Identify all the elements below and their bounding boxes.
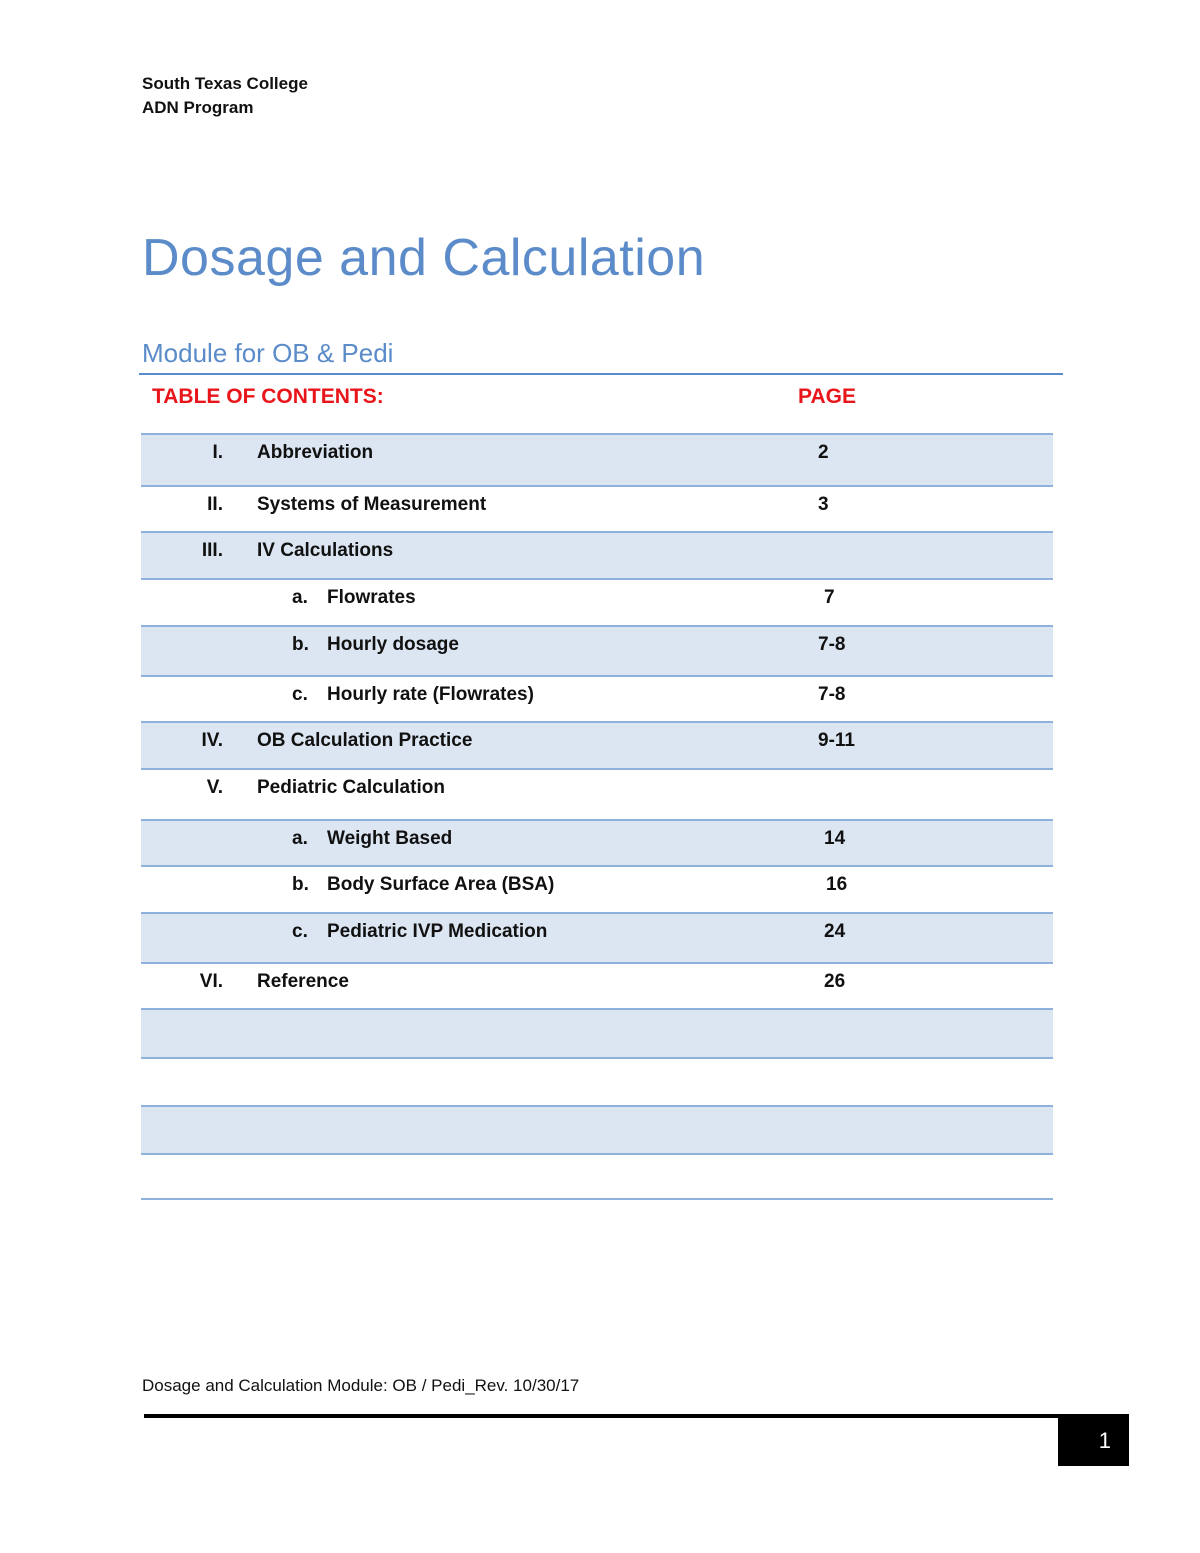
page-number-box <box>1058 1416 1129 1466</box>
toc-table <box>141 433 1053 1200</box>
toc-row-title: Pediatric IVP Medication <box>327 921 548 942</box>
toc-row-page: 24 <box>824 921 846 942</box>
toc-row-page: 7-8 <box>818 634 846 655</box>
toc-row-title: Body Surface Area (BSA) <box>327 874 555 895</box>
toc-row-letter: b. <box>292 634 309 655</box>
toc-row <box>141 485 1053 531</box>
footer-divider <box>144 1414 1129 1418</box>
toc-row-letter: a. <box>292 828 308 849</box>
toc-row <box>141 962 1053 1008</box>
toc-row-numeral: V. <box>206 777 223 798</box>
toc-row-page: 16 <box>826 874 848 895</box>
toc-row <box>141 912 1053 962</box>
toc-row-page: 26 <box>824 971 846 992</box>
toc-row-title: IV Calculations <box>257 540 394 561</box>
toc-row-page: 3 <box>818 494 829 515</box>
toc-heading: TABLE OF CONTENTS: <box>152 385 384 408</box>
toc-row <box>141 819 1053 865</box>
toc-row-title: Flowrates <box>327 587 416 608</box>
toc-row-title: OB Calculation Practice <box>257 730 473 751</box>
toc-row <box>141 768 1053 819</box>
toc-row <box>141 433 1053 485</box>
toc-row-title: Reference <box>257 971 349 992</box>
toc-row <box>141 1008 1053 1057</box>
toc-row <box>141 675 1053 721</box>
document-title: Dosage and Calculation <box>142 229 706 287</box>
toc-row-page: 7-8 <box>818 684 846 705</box>
toc-row-numeral: IV. <box>201 730 223 751</box>
program-name: ADN Program <box>142 98 254 117</box>
footer-text: Dosage and Calculation Module: OB / Pedi_Rev. 10/30/17 <box>142 1376 580 1395</box>
toc-row-numeral: VI. <box>199 971 223 992</box>
toc-row-letter: c. <box>292 684 308 705</box>
header-block <box>142 72 308 120</box>
toc-row-title: Hourly rate (Flowrates) <box>327 684 534 705</box>
document-subtitle: Module for OB & Pedi <box>142 338 394 368</box>
toc-row <box>141 1057 1053 1105</box>
toc-row-letter: a. <box>292 587 308 608</box>
toc-row <box>141 1105 1053 1153</box>
toc-row-page: 2 <box>818 442 829 463</box>
toc-row-letter: c. <box>292 921 308 942</box>
toc-row-numeral: I. <box>212 442 223 463</box>
toc-row <box>141 865 1053 912</box>
toc-row-numeral: II. <box>207 494 223 515</box>
toc-row-letter: b. <box>292 874 309 895</box>
page-number: 1 <box>1098 1428 1111 1453</box>
institution-name: South Texas College <box>142 74 308 93</box>
toc-row-page: 14 <box>824 828 846 849</box>
toc-row-title: Pediatric Calculation <box>257 777 445 798</box>
toc-row <box>141 578 1053 625</box>
toc-row-page: 9-11 <box>818 730 855 751</box>
toc-row <box>141 721 1053 768</box>
toc-page-heading: PAGE <box>798 385 856 408</box>
toc-row-title: Weight Based <box>327 828 453 849</box>
toc-row <box>141 1153 1053 1200</box>
toc-row-title: Systems of Measurement <box>257 494 487 515</box>
toc-row <box>141 625 1053 675</box>
toc-row-numeral: III. <box>201 540 223 561</box>
toc-row-page: 7 <box>824 587 835 608</box>
toc-row-title: Abbreviation <box>257 442 374 463</box>
subtitle-divider <box>139 373 1063 375</box>
toc-row-title: Hourly dosage <box>327 634 459 655</box>
toc-row <box>141 531 1053 578</box>
